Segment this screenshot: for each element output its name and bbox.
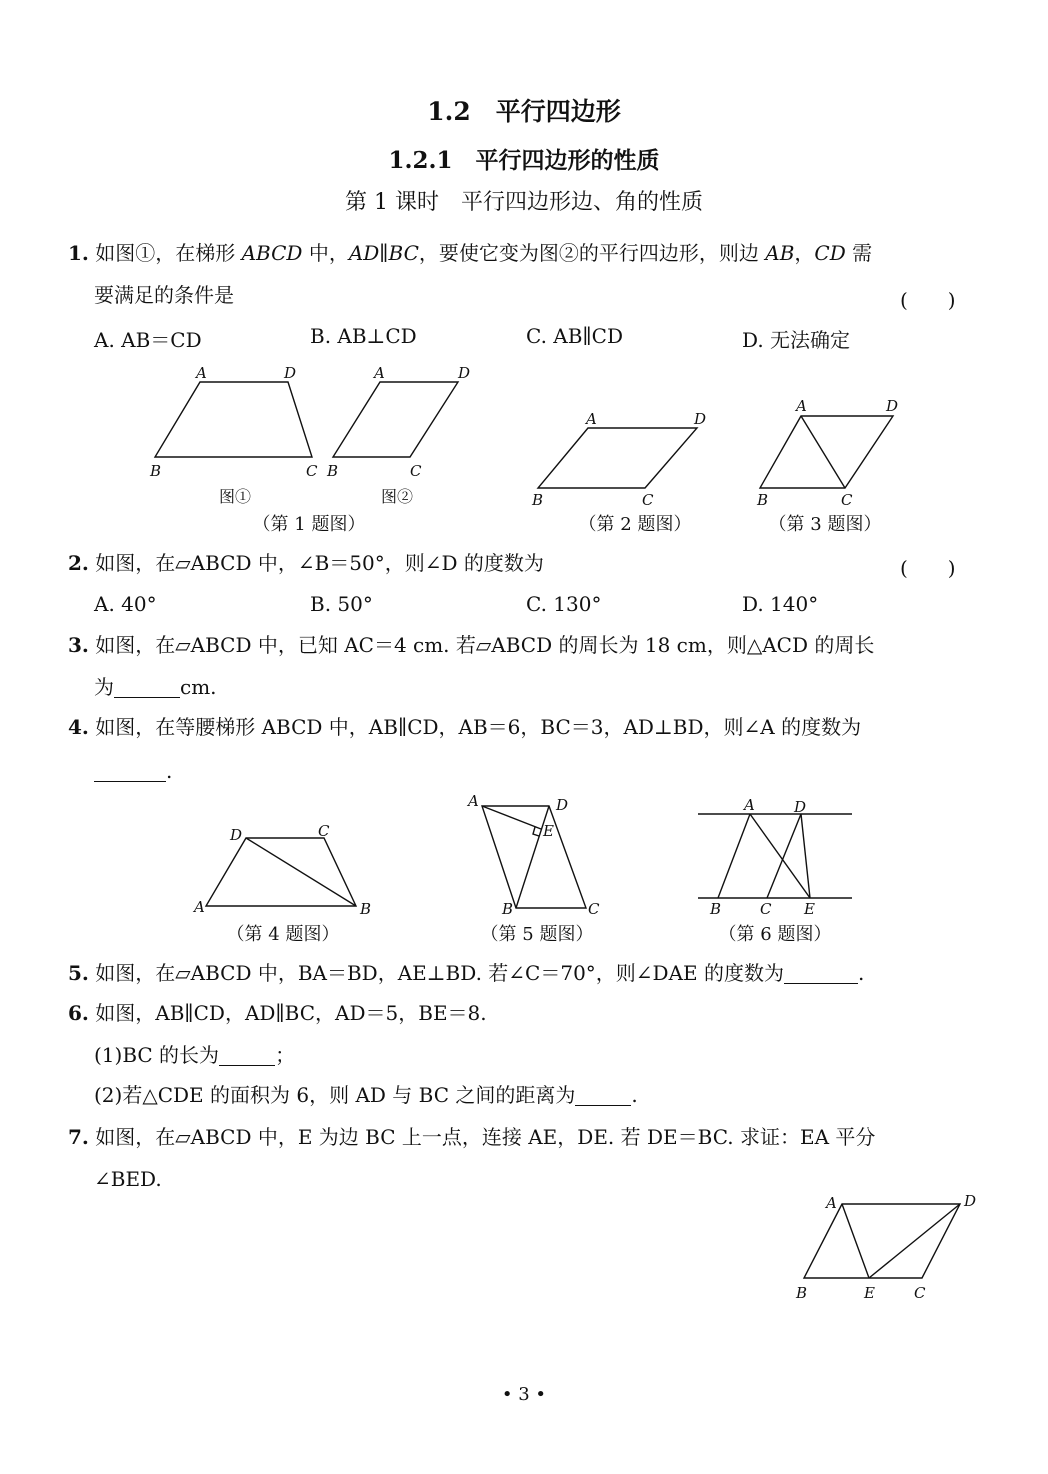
math-term: CD <box>814 241 846 265</box>
option-b: B. 50° <box>310 592 373 616</box>
question-text: ； <box>275 1043 296 1067</box>
segment-dc <box>767 814 801 898</box>
question-text: 如图①，在梯形 <box>88 241 242 265</box>
question-1 <box>68 238 872 268</box>
vertex-label-b: B <box>150 462 162 480</box>
option-b: B. AB⊥CD <box>310 324 417 348</box>
figure-3-caption: （第 3 题图） <box>768 514 882 535</box>
figure-6-caption: （第 6 题图） <box>718 924 832 945</box>
figure-1-caption: （第 1 题图） <box>252 514 366 535</box>
question-number: 3. <box>68 633 89 657</box>
figure-label-2: 图② <box>380 487 413 506</box>
vertex-label-a: A <box>374 364 385 382</box>
parallelogram-shape <box>760 416 893 488</box>
trapezoid-shape <box>155 382 312 457</box>
answer-parentheses: ( ) <box>900 556 956 580</box>
question-text: 如图，在▱ABCD 中，E 为边 BC 上一点，连接 AE，DE. 若 DE＝BC. 求证：EA 平分 <box>88 1125 876 1149</box>
vertex-label-d: D <box>886 397 899 415</box>
vertex-label-c: C <box>306 462 318 480</box>
option-d: D. 无法确定 <box>742 328 851 352</box>
vertex-label-a: A <box>796 397 807 415</box>
question-text: . <box>166 759 173 783</box>
trapezoid-shape <box>206 838 356 906</box>
question-5 <box>68 958 864 988</box>
question-text: . <box>631 1083 638 1107</box>
question-number: 2. <box>68 551 89 575</box>
question-number: 4. <box>68 715 89 739</box>
figures-row-1 <box>140 360 940 510</box>
vertex-label-a: A <box>196 364 207 382</box>
figure-2-caption: （第 2 题图） <box>578 514 692 535</box>
vertex-label-b: B <box>757 491 769 509</box>
vertex-label-c: C <box>410 462 422 480</box>
answer-blank[interactable] <box>784 961 858 984</box>
option-c: C. 130° <box>526 592 602 616</box>
vertex-label-a: A <box>586 410 597 428</box>
vertex-label-a: A <box>744 796 755 814</box>
question-number: 7. <box>68 1125 89 1149</box>
vertex-label-d: D <box>964 1192 977 1210</box>
segment-ae <box>750 814 810 898</box>
perpendicular-ae <box>482 806 541 829</box>
vertex-label-a: A <box>194 898 205 916</box>
vertex-label-b: B <box>502 900 514 918</box>
vertex-label-d: D <box>794 798 807 816</box>
vertex-label-e: E <box>543 822 554 840</box>
vertex-label-c: C <box>841 491 853 509</box>
vertex-label-b: B <box>532 491 544 509</box>
answer-parentheses: ( ) <box>900 288 956 312</box>
vertex-label-c: C <box>760 900 772 918</box>
vertex-label-e: E <box>864 1284 875 1302</box>
question-6 <box>68 998 487 1028</box>
answer-blank[interactable] <box>114 675 180 698</box>
question-number: 5. <box>68 961 89 985</box>
question-text: 中， <box>302 241 349 265</box>
section-title: 1.2 平行四边形 <box>427 97 621 126</box>
math-term: AD∥BC <box>348 241 419 265</box>
segment-de <box>801 814 810 898</box>
question-text: (1)BC 的长为 <box>94 1043 220 1067</box>
question-text: 如图，在▱ABCD 中，BA＝BD，AE⊥BD. 若∠C＝70°，则∠DAE 的度数为 <box>88 961 784 985</box>
vertex-label-b: B <box>327 462 339 480</box>
question-text: . <box>858 961 865 985</box>
vertex-label-b: B <box>710 900 722 918</box>
subsection-title: 1.2.1 平行四边形的性质 <box>388 147 660 174</box>
math-term: AB <box>765 241 795 265</box>
question-4 <box>68 712 861 742</box>
answer-blank[interactable] <box>94 759 166 782</box>
figure-label-1: 图① <box>218 487 251 506</box>
question-text: 如图，在▱ABCD 中，∠B＝50°，则∠D 的度数为 <box>88 551 544 575</box>
question-2 <box>68 548 544 578</box>
answer-blank[interactable] <box>219 1043 275 1066</box>
question-text: 如图，在等腰梯形 ABCD 中，AB∥CD，AB＝6，BC＝3，AD⊥BD，则∠A 的度数为 <box>88 715 862 739</box>
vertex-label-b: B <box>796 1284 808 1302</box>
question-6-part-2 <box>94 1080 638 1110</box>
page-number: • 3 • <box>501 1384 547 1405</box>
option-c: C. AB∥CD <box>526 324 624 348</box>
vertex-label-d: D <box>556 796 569 814</box>
question-text: (2)若△CDE 的面积为 6，则 AD 与 BC 之间的距离为 <box>94 1083 576 1107</box>
question-text: 如图，AB∥CD，AD∥BC，AD＝5，BE＝8. <box>88 1001 487 1025</box>
vertex-label-b: B <box>360 900 372 918</box>
parallelogram-shape <box>333 382 458 457</box>
question-text: ， <box>794 241 815 265</box>
vertex-label-c: C <box>642 491 654 509</box>
question-3 <box>68 630 874 660</box>
question-1-line-2: 要满足的条件是 <box>94 283 234 307</box>
figures-row-2 <box>190 792 870 922</box>
vertex-label-a: A <box>826 1194 837 1212</box>
vertex-label-d: D <box>458 364 471 382</box>
option-d: D. 140° <box>742 592 819 616</box>
parallelogram-shape <box>538 428 697 488</box>
option-a: A. 40° <box>94 592 157 616</box>
question-text: ，要使它变为图②的平行四边形，则边 <box>418 241 766 265</box>
question-4-line-2 <box>94 756 172 786</box>
vertex-label-d: D <box>694 410 707 428</box>
math-term: ABCD <box>241 241 303 265</box>
vertex-label-d: D <box>230 826 243 844</box>
segment-ae <box>842 1204 869 1278</box>
question-number: 1. <box>68 241 89 265</box>
vertex-label-d: D <box>284 364 297 382</box>
vertex-label-e: E <box>804 900 815 918</box>
vertex-label-c: C <box>914 1284 926 1302</box>
vertex-label-c: C <box>588 900 600 918</box>
segment-ab <box>718 814 750 898</box>
question-text: cm. <box>180 675 217 699</box>
question-7 <box>68 1122 875 1152</box>
parallelogram-shape <box>482 806 586 908</box>
question-number: 6. <box>68 1001 89 1025</box>
figure-5-caption: （第 5 题图） <box>480 924 594 945</box>
option-a: A. AB＝CD <box>94 328 202 352</box>
figure-7 <box>780 1186 990 1306</box>
question-3-line-2 <box>94 672 217 702</box>
lesson-title: 第 1 课时 平行四边形边、角的性质 <box>345 190 703 215</box>
vertex-label-a: A <box>468 792 479 810</box>
question-text: 需 <box>845 241 873 265</box>
answer-blank[interactable] <box>575 1083 631 1106</box>
segment-de <box>869 1204 960 1278</box>
question-7-line-2: ∠BED. <box>94 1167 162 1191</box>
question-text: 如图，在▱ABCD 中，已知 AC＝4 cm. 若▱ABCD 的周长为 18 cm，则△ACD 的周长 <box>88 633 875 657</box>
figure-4-caption: （第 4 题图） <box>226 924 340 945</box>
question-6-part-1 <box>94 1040 295 1070</box>
vertex-label-c: C <box>318 822 330 840</box>
diagonal-ac <box>801 416 845 488</box>
question-text: 为 <box>94 675 114 699</box>
